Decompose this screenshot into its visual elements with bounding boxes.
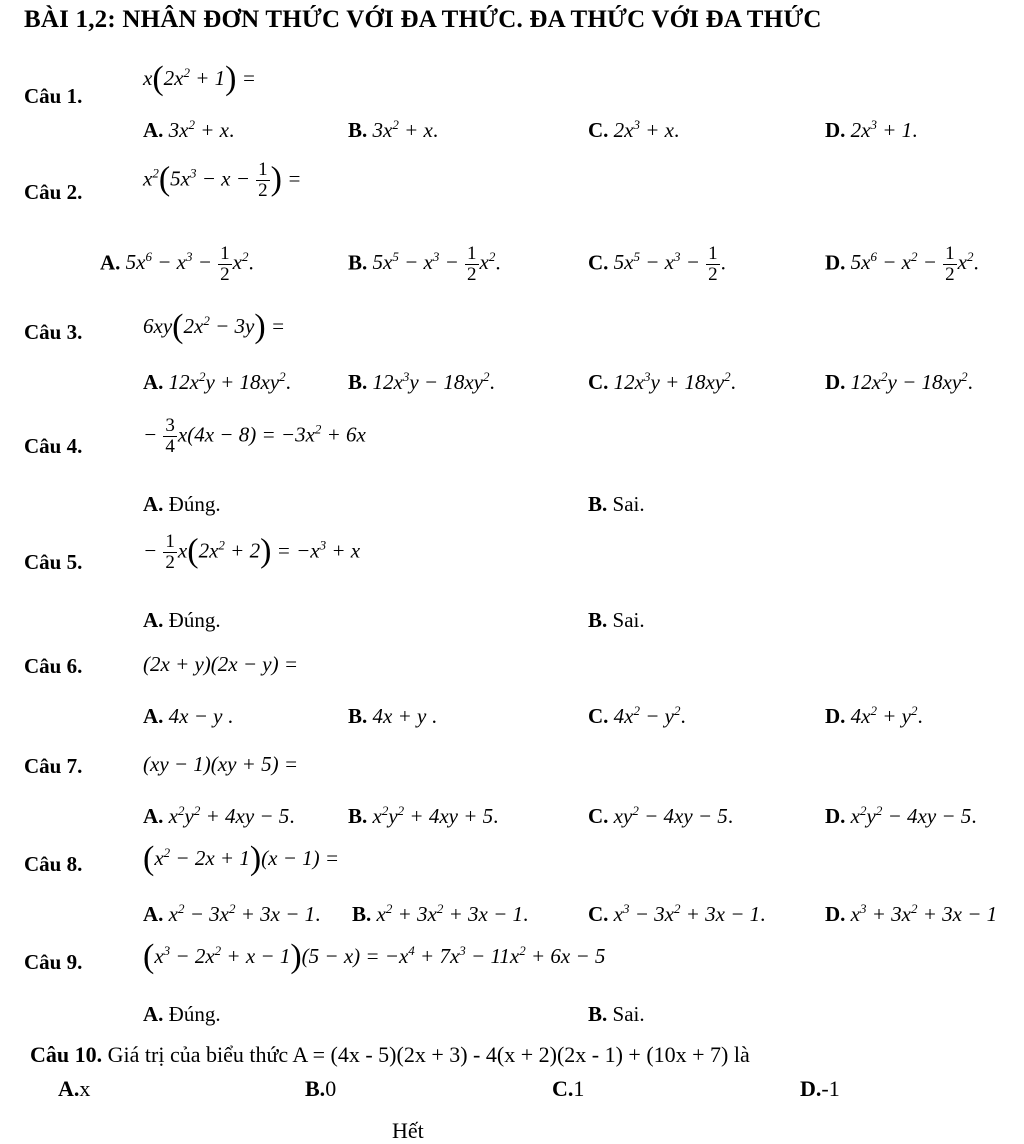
question-7-label: Câu 7. (24, 754, 83, 778)
question-7-expression: (xy − 1)(xy + 5) = (143, 752, 299, 776)
question-4-label: Câu 4. (24, 434, 83, 458)
question-2-option-a[interactable]: A. $5x^6 - x^3$ − $\frac{1}{2}$ $x^2$. (100, 243, 254, 285)
question-10 (30, 1042, 750, 1068)
question-2-option-d[interactable]: D. $5x^6 - x^2$ − $\frac{1}{2}$ $x^2$. (825, 243, 979, 285)
question-10-option-b[interactable]: B.0 (305, 1076, 337, 1101)
question-3-option-a[interactable]: A. $12x^2y + 18xy^2$. (143, 369, 291, 394)
question-2-expression: $x^2(5x^3 - x$ − $\frac{1}{2}$ ) = (143, 159, 302, 201)
question-7-option-a[interactable]: A. $x^2y^2 + 4xy - 5$. (143, 803, 295, 828)
question-3-expression: $6xy(2x^2 - 3y)$ = (143, 308, 286, 345)
page-title: BÀI 1,2: NHÂN ĐƠN THỨC VỚI ĐA THỨC. ĐA THỨC VỚI ĐA THỨC (24, 6, 822, 33)
question-10-text: Giá trị của biểu thức A = (4x - 5)(2x + 3) - 4(x + 2)(2x - 1) + (10x + 7) là (107, 1042, 750, 1067)
question-8-option-d[interactable]: D. $x^3 + 3x^2 + 3x - 1$ (825, 901, 998, 926)
question-1-option-c[interactable]: C. $2x^3 + x$. (588, 117, 680, 142)
question-6-label: Câu 6. (24, 654, 83, 678)
question-3-option-d[interactable]: D. $12x^2y - 18xy^2$. (825, 369, 973, 394)
question-2-option-c[interactable]: C. $5x^5 - x^3$ − $\frac{1}{2}$ . (588, 243, 726, 285)
question-7-option-c[interactable]: C. $xy^2 - 4xy - 5$. (588, 803, 734, 828)
question-3-label: Câu 3. (24, 320, 83, 344)
question-5-label: Câu 5. (24, 550, 83, 574)
question-9-expression: $(x^3 - 2x^2 + x - 1)(5 - x) = -x^4 + 7x^3 - 11x^2 + 6x - 5$ (143, 938, 606, 975)
question-1-option-b[interactable]: B. $3x^2 + x$. (348, 117, 439, 142)
question-8-option-b[interactable]: B. $x^2 + 3x^2 + 3x - 1$. (352, 901, 529, 926)
question-10-label: Câu 10. (30, 1042, 103, 1067)
question-6-option-c[interactable]: C. $4x^2 - y^2$. (588, 703, 686, 728)
question-10-option-c[interactable]: C.1 (552, 1076, 585, 1101)
question-1-label: Câu 1. (24, 84, 83, 108)
question-9-option-b[interactable]: B. Sai. (588, 1002, 645, 1026)
question-6-expression: (2x + y)(2x − y) = (143, 652, 299, 676)
question-9-label: Câu 9. (24, 950, 83, 974)
question-2-option-b[interactable]: B. $5x^5 - x^3$ − $\frac{1}{2}$ $x^2$. (348, 243, 501, 285)
question-8-option-a[interactable]: A. $x^2 - 3x^2 + 3x - 1$. (143, 901, 321, 926)
question-8-expression: $(x^2 - 2x + 1)(x - 1)$ = (143, 840, 340, 877)
question-9-option-a[interactable]: A. Đúng. (143, 1002, 221, 1026)
footer-end-text: Hết (392, 1118, 424, 1143)
question-4-option-b[interactable]: B. Sai. (588, 492, 645, 516)
question-1-option-d[interactable]: D. $2x^3 + 1$. (825, 117, 918, 142)
question-8-label: Câu 8. (24, 852, 83, 876)
question-2-label: Câu 2. (24, 180, 83, 204)
question-1-option-a[interactable]: A. $3x^2 + x$. (143, 117, 235, 142)
question-6-option-b[interactable]: B. 4x + y . (348, 704, 437, 728)
question-3-option-b[interactable]: B. $12x^3y - 18xy^2$. (348, 369, 495, 394)
question-7-option-d[interactable]: D. $x^2y^2 - 4xy - 5$. (825, 803, 977, 828)
question-1-expression: $x(2x^2 + 1)$ = (143, 60, 256, 97)
question-10-option-a[interactable]: A.x (58, 1076, 91, 1101)
question-7-option-b[interactable]: B. $x^2y^2 + 4xy + 5$. (348, 803, 499, 828)
question-10-option-d[interactable]: D.-1 (800, 1076, 840, 1101)
question-4-expression: − $\frac{3}{4}$ $x(4x - 8) = -3x^2 + 6x$ (143, 415, 366, 457)
question-4-option-a[interactable]: A. Đúng. (143, 492, 221, 516)
question-6-option-d[interactable]: D. $4x^2 + y^2$. (825, 703, 923, 728)
question-5-option-b[interactable]: B. Sai. (588, 608, 645, 632)
question-3-option-c[interactable]: C. $12x^3y + 18xy^2$. (588, 369, 736, 394)
question-8-option-c[interactable]: C. $x^3 - 3x^2 + 3x - 1$. (588, 901, 766, 926)
question-5-expression: − $\frac{1}{2}$ $x(2x^2 + 2) = -x^3 + x$ (143, 531, 361, 573)
question-5-option-a[interactable]: A. Đúng. (143, 608, 221, 632)
question-6-option-a[interactable]: A. 4x − y . (143, 704, 233, 728)
